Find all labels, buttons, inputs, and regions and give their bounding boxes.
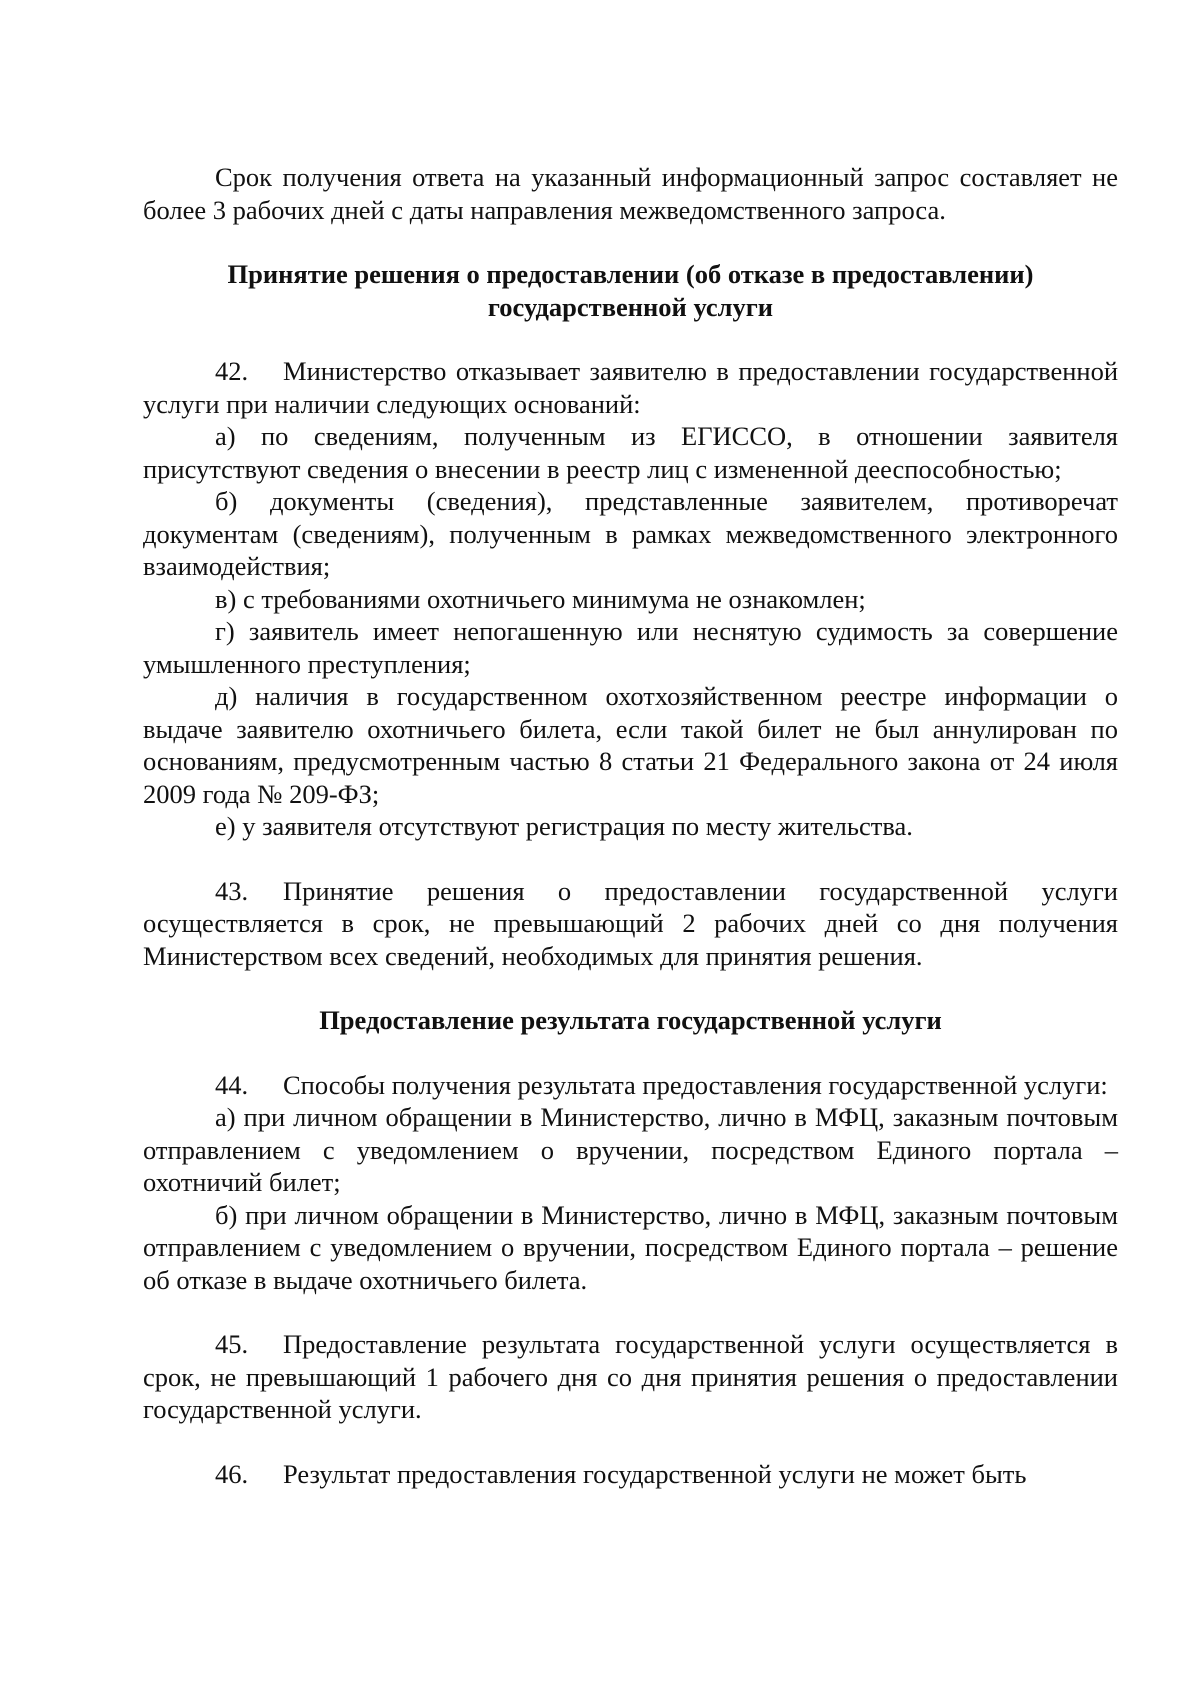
item-42-number: 42. bbox=[215, 356, 249, 386]
heading-line-1: Принятие решения о предоставлении (об отказе в предоставлении) bbox=[227, 259, 1034, 289]
item-42-subitem-b: б) документы (сведения), представленные заявителем, противоречат документам (сведениям), полученным в рамках межведомственного электронного взаимодействия; bbox=[143, 486, 1118, 581]
spacer bbox=[143, 1426, 1118, 1458]
item-44-subitem-b: б) при личном обращении в Министерство, лично в МФЦ, заказным почтовым отправлением с уведомлением о вручении, посредством Единого портала – решение об отказе в выдаче охотничьего билета. bbox=[143, 1199, 1118, 1295]
item-42-text: Министерство отказывает заявителю в предоставлении государственной услуги при наличии следующих оснований: bbox=[143, 356, 1118, 419]
item-43-paragraph bbox=[143, 875, 1118, 973]
intro-paragraph: Срок получения ответа на указанный информационный запрос составляет не более 3 рабочих дней с даты направления межведомственного запроса. bbox=[143, 162, 1118, 225]
item-44-text: Способы получения результата предоставления государственной услуги: bbox=[283, 1069, 1108, 1100]
item-42-subitem-g: г) заявитель имеет непогашенную или неснятую судимость за совершение умышленного преступления; bbox=[143, 616, 1118, 679]
item-42-subitem-a: а) по сведениям, полученным из ЕГИССО, в отношении заявителя присутствуют сведения о внесении в реестр лиц с измененной дееспособностью; bbox=[143, 421, 1118, 484]
heading-line-2: государственной услуги bbox=[487, 291, 774, 322]
spacer bbox=[143, 972, 1118, 1004]
item-43-text: Принятие решения о предоставлении государственной услуги осуществляется в срок, не превышающий 2 рабочих дней со дня получения Министерством всех сведений, необходимых для принятия решения. bbox=[143, 875, 1118, 971]
item-44-paragraph bbox=[143, 1069, 1118, 1102]
item-42-subitem-e: е) у заявителя отсутствуют регистрация по месту жительства. bbox=[215, 811, 913, 841]
item-42-subitem-v: в) с требованиями охотничьего минимума не ознакомлен; bbox=[215, 583, 866, 614]
item-44-number: 44. bbox=[215, 1069, 249, 1100]
item-45-text: Предоставление результата государственной услуги осуществляется в срок, не превышающий 1 рабочего дня со дня принятия решения о предоставлении государственной услуги. bbox=[143, 1329, 1118, 1424]
spacer bbox=[143, 1296, 1118, 1328]
item-46-paragraph bbox=[143, 1458, 1118, 1491]
item-45-number: 45. bbox=[215, 1329, 249, 1359]
item-46-text: Результат предоставления государственной услуги не может быть bbox=[283, 1458, 1027, 1489]
item-42-paragraph bbox=[143, 355, 1118, 420]
document-page bbox=[143, 161, 1118, 1490]
section-heading-result: Предоставление результата государственной услуги bbox=[319, 1005, 942, 1035]
section-heading-decision bbox=[143, 258, 1118, 323]
spacer bbox=[143, 323, 1118, 355]
item-42-subitem-d: д) наличия в государственном охотхозяйственном реестре информации о выдаче заявителю охотничьего билета, если такой билет не был аннулирован по основаниям, предусмотренным частью 8 статьи 21 Федерального закона от 24 июля 2009 года № 209-ФЗ; bbox=[143, 681, 1118, 809]
item-45-paragraph bbox=[143, 1328, 1118, 1426]
item-44-subitem-a: а) при личном обращении в Министерство, лично в МФЦ, заказным почтовым отправлением с уведомлением о вручении, посредством Единого портала – охотничий билет; bbox=[143, 1102, 1118, 1197]
spacer bbox=[143, 226, 1118, 258]
spacer bbox=[143, 843, 1118, 875]
item-46-number: 46. bbox=[215, 1458, 249, 1489]
spacer bbox=[143, 1037, 1118, 1069]
item-43-number: 43. bbox=[215, 875, 249, 906]
